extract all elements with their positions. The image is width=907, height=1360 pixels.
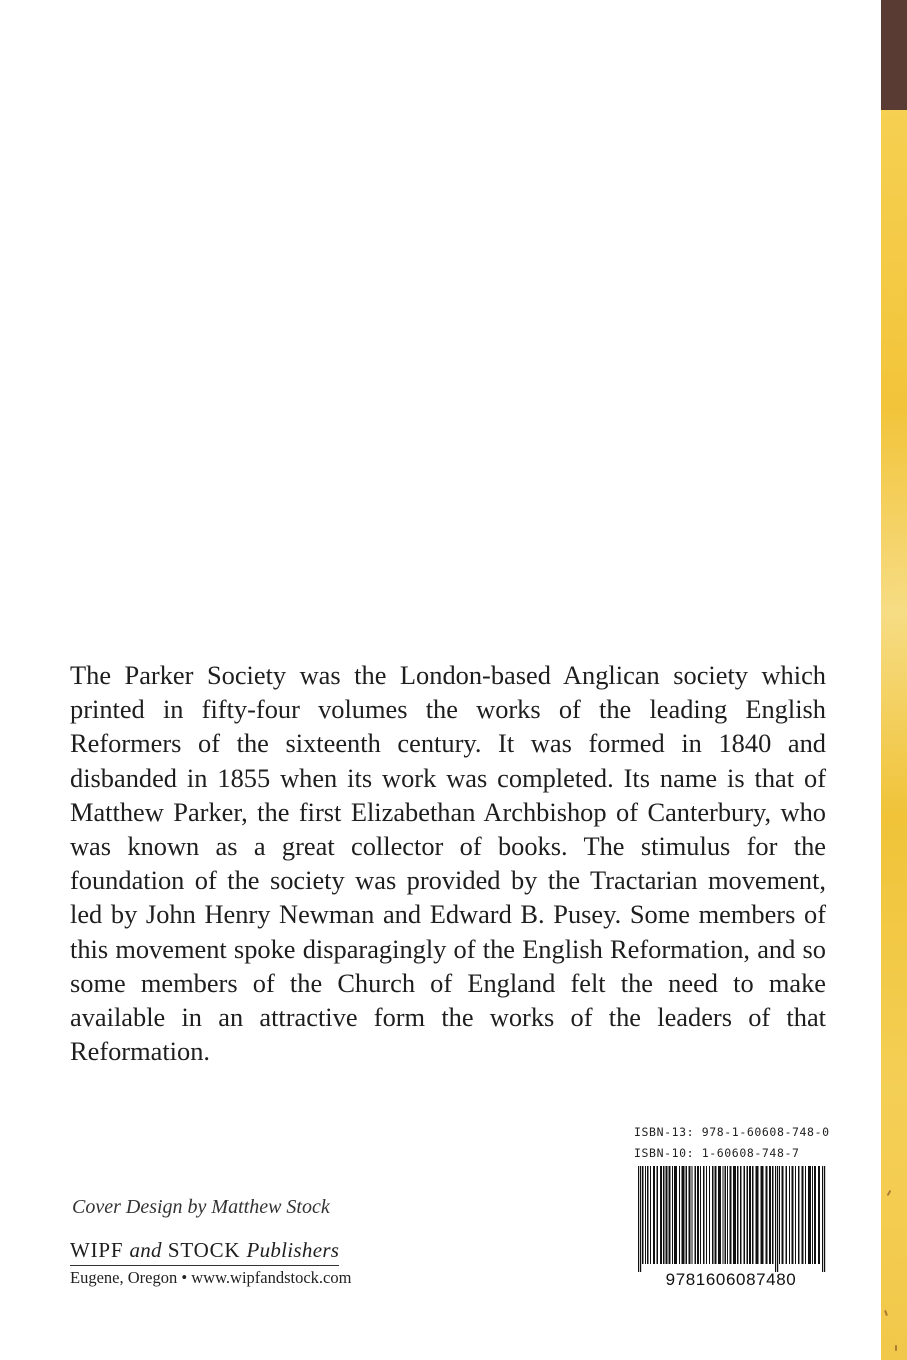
barcode-bar — [730, 1166, 732, 1264]
barcode-bar — [802, 1166, 804, 1264]
barcode-bar — [689, 1166, 691, 1264]
barcode-bar — [805, 1166, 806, 1264]
barcode — [624, 1166, 838, 1288]
barcode-bar — [695, 1166, 697, 1264]
barcode-guard-bar — [638, 1166, 639, 1272]
barcode-bar — [752, 1166, 754, 1264]
barcode-digits: 9781606087480 — [665, 1270, 797, 1288]
publisher-wipf: WIPF — [70, 1238, 124, 1262]
barcode-bar — [761, 1166, 764, 1264]
barcode-bar — [653, 1166, 655, 1264]
barcode-bar — [657, 1166, 659, 1264]
barcode-bar — [782, 1166, 784, 1264]
barcode-bar — [740, 1166, 742, 1264]
barcode-bar — [749, 1166, 751, 1264]
barcode-bar — [692, 1166, 693, 1264]
barcode-bar — [666, 1166, 668, 1264]
spine-top-band — [881, 0, 907, 110]
barcode-bar — [723, 1166, 724, 1264]
barcode-bar — [795, 1166, 796, 1264]
barcode-bar — [725, 1166, 727, 1264]
barcode-bar — [703, 1166, 705, 1264]
barcode-bar — [779, 1166, 780, 1264]
barcode-guard-bar — [822, 1166, 823, 1272]
spine-speck — [895, 1345, 897, 1351]
barcode-guard-bar — [775, 1166, 776, 1272]
barcode-bar — [682, 1166, 685, 1264]
barcode-bar — [792, 1166, 794, 1264]
barcode-bar — [660, 1166, 662, 1264]
barcode-bar — [697, 1166, 699, 1264]
barcode-guard-bar — [824, 1166, 825, 1272]
barcode-bar — [674, 1166, 677, 1264]
barcode-bar — [645, 1166, 646, 1264]
barcode-bar — [814, 1166, 816, 1264]
isbn-10: ISBN-10: 1-60608-748-7 — [634, 1146, 800, 1160]
barcode-bar — [798, 1166, 800, 1264]
barcode-bar — [766, 1166, 768, 1264]
barcode-bar — [700, 1166, 701, 1264]
barcode-bar — [808, 1166, 811, 1264]
spine-edge — [881, 0, 907, 1360]
barcode-bar — [733, 1166, 736, 1264]
publisher-and: and — [129, 1238, 162, 1262]
barcode-bar — [679, 1166, 680, 1264]
publisher-name — [70, 1238, 339, 1266]
cover-design-credit: Cover Design by Matthew Stock — [72, 1196, 330, 1218]
barcode-guard-bar — [777, 1166, 778, 1272]
barcode-bars — [638, 1166, 825, 1272]
barcode-bar — [642, 1166, 644, 1264]
isbn-13: ISBN-13: 978-1-60608-748-0 — [634, 1125, 830, 1139]
barcode-bar — [812, 1166, 813, 1264]
barcode-bar — [663, 1166, 665, 1264]
barcode-bar — [789, 1166, 790, 1264]
barcode-bar — [686, 1166, 688, 1264]
barcode-bar — [672, 1166, 673, 1264]
barcode-bar — [756, 1166, 759, 1264]
barcode-bar — [712, 1166, 714, 1264]
barcode-bar — [772, 1166, 774, 1264]
barcode-bar — [747, 1166, 749, 1264]
barcode-bar — [769, 1166, 771, 1264]
barcode-bar — [786, 1166, 788, 1264]
barcode-bar — [650, 1166, 651, 1264]
barcode-bar — [706, 1166, 707, 1264]
publisher-location: Eugene, Oregon • www.wipfandstock.com — [70, 1268, 352, 1287]
publisher-stock: STOCK — [167, 1238, 241, 1262]
barcode-bar — [647, 1166, 649, 1264]
barcode-bar — [709, 1166, 710, 1264]
barcode-guard-bar — [640, 1166, 641, 1272]
barcode-bar — [669, 1166, 671, 1264]
barcode-bar — [818, 1166, 820, 1264]
barcode-bar — [727, 1166, 728, 1264]
publisher-suffix: Publishers — [246, 1238, 340, 1262]
back-cover-blurb: The Parker Society was the London-based Anglican society which printed in fifty-four volumes the works of the leading English Reformers of the sixteenth century. It was formed in 1840 and disbanded in 1855 when its work was completed. Its name is that of Matthew Parker, the first Elizabethan Archbishop of Canterbury, who was known as a great collector of books. The stimulus for the foundation of the society was provided by the Tractarian movement, led by John Henry Newman and Edward B. Pusey. Some members of this movement spoke disparagingly of the English Reformation, and so some members of the Church of England felt the need to make available in an attractive form the works of the leaders of that Reformation. — [70, 660, 826, 1067]
barcode-bar — [715, 1166, 717, 1264]
barcode-bar — [744, 1166, 746, 1264]
barcode-bar — [718, 1166, 721, 1264]
barcode-bar — [737, 1166, 739, 1264]
